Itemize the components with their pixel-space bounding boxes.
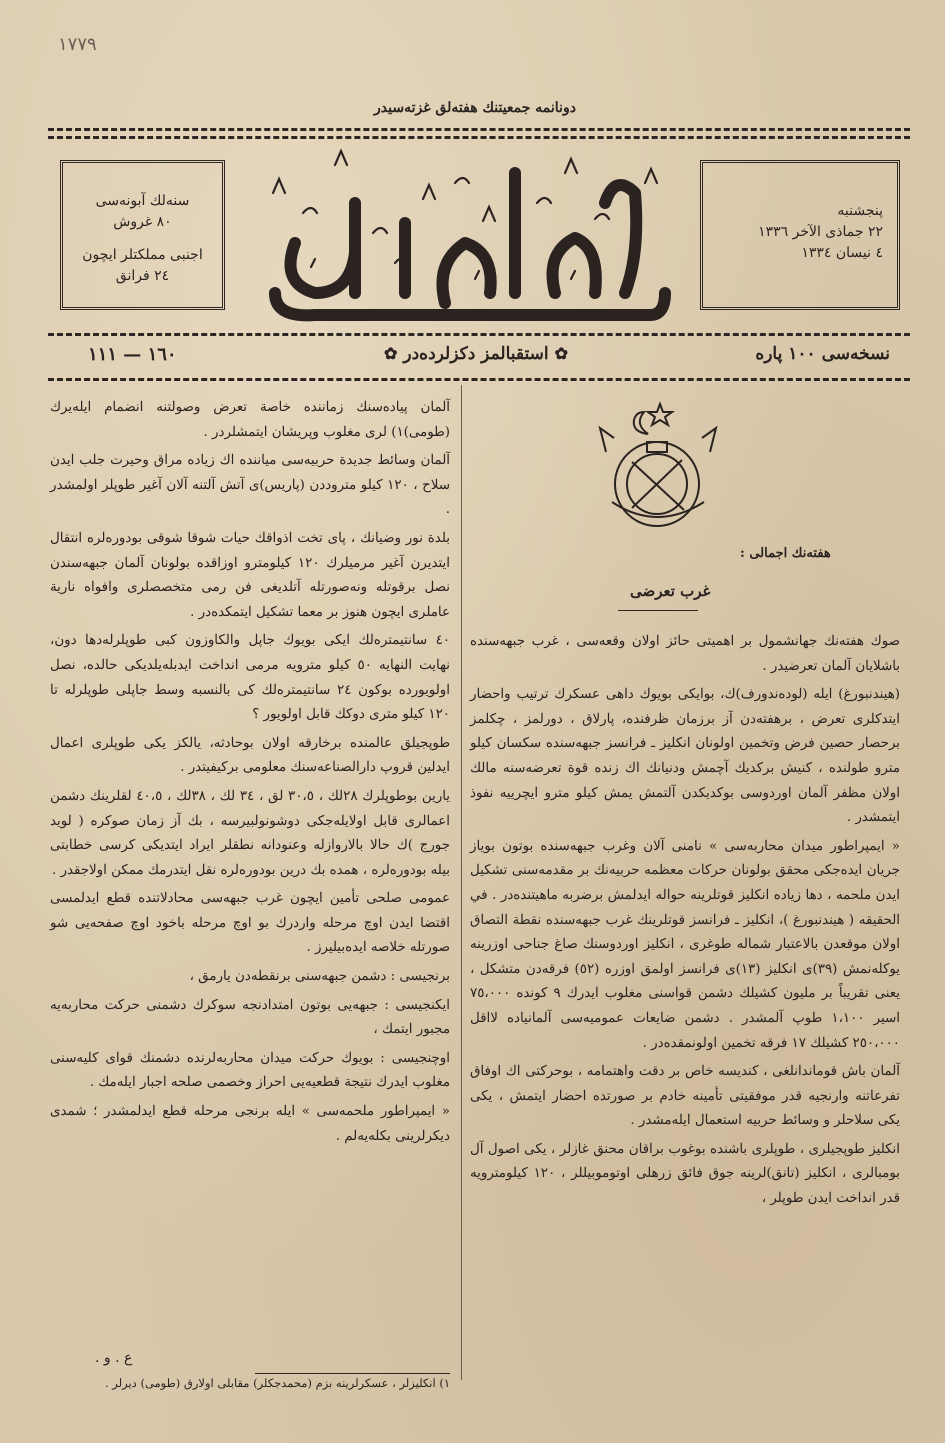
- column-divider: [461, 385, 462, 1380]
- date-box: [700, 160, 900, 310]
- motto: [378, 344, 574, 364]
- issue-price: نسخەسى ١٠٠ پارە: [755, 344, 890, 364]
- article-title: غرب تعرضى: [630, 582, 711, 600]
- subscription-price: ٨٠ غروش: [113, 214, 172, 230]
- info-bar: [48, 340, 910, 376]
- paragraph: برنجيسى : دشمن جبهەسنى برنقطەدن يارمق ،: [189, 969, 450, 985]
- author-signature: ع . و .: [95, 1350, 133, 1366]
- paragraph: (هيندنبورغ) ايلە (لودەندورف)ك، بوايكى بويوك داهى عسكرك ترتيب واحضار ايتدكلرى تعرض ، برهفتەدن آز برزمان ظرفندە، پارلاق ، دورلمز ، چكلمز برحصار حصين فرض وتخمين اولونان انكليز ـ فرانسز جبهەسندە سكسان كيلو مترو طولندە ، كنيش بركديك آچمش ودنيانك اك زندە قوة تعرضەسنە مالك اولان مظفر آلمان اوردوسى بوكديكدن آلتمش يمش كيلو مترو ايچرييە نفوذ ايتمشدر .: [470, 687, 901, 826]
- foreign-price: ٢٤ فرانق: [115, 268, 170, 284]
- motto-text: استقبالمز دكزلردەدر: [403, 344, 549, 364]
- navy-emblem-icon: [592, 392, 742, 552]
- subscription-label: سنەلك آبونەسى: [95, 193, 190, 209]
- paragraph: ايكنجيسى : جبهەيى بوتون امتدادنجە سوكرك دشمنى حركت محاربەيە مجبور ايتمك ،: [50, 997, 450, 1038]
- top-dashed-rule-2: [48, 136, 910, 139]
- flower-ornament-icon: ✿: [554, 344, 568, 363]
- foreign-label: اجنبى مملكتلر ايچون: [82, 247, 203, 263]
- archive-number: ١٧٧٩: [58, 34, 97, 55]
- paragraph: طوپجيلق عالمندە برخارقە اولان بوحادثە، يالكز يكى طوپلرى اعمال ايدلين قروپ دارالصناعەسنك معلومى بركيفيتدر .: [50, 735, 450, 776]
- paragraph: آلمان باش قوماندانلغى ، كنديسە خاص بر دقت واهتمامە ، بوحركتى اك اوفاق تفرعاتنە وارنجيە قدر موفقيتى تأمينە خادم بر صورتدە احضار ايتمش ، يكى يكى سلاحلر و وسائط حربيە استعمال ايلەمشدر .: [470, 1064, 900, 1129]
- hijri-date: ٢٢ جماذى الآخر ١٣٣٦: [758, 224, 883, 240]
- paragraph: آلمان پيادەسنك زماننده خاصة تعرض وصولتنە انضمام ايلەيرك (طومى)١) لرى مغلوب وپريشان ايتمشلردر .: [50, 400, 450, 440]
- rumi-date: ٤ نيسان ١٣٣٤: [801, 245, 883, 261]
- masthead-calligraphy-logo: [255, 143, 680, 328]
- paragraph: صوك هفتەنك جهانشمول بر اهميتى حائز اولان وقعەسى ، غرب جبهەسندە باشلايان آلمان تعرضيدر .: [470, 634, 900, 674]
- top-dashed-rule: [48, 128, 910, 131]
- title-underline: [618, 610, 698, 611]
- right-column: [470, 630, 900, 1216]
- paragraph: « ايمپراطور ميدان محاربەسى » نامنى آلان وغرب جبهەسندە بوتون بوياز جريان ايدەجكى محقق بولونان حركات معظمە حربيەنك بر مقدمەسنى تشكيل ايدن ملحمە ، دها زيادە انكليز قوتلرينە حوالە ايدلمش برضربە ماهيتندەدر . في الحقيقە ( هيندنبورغ )، انكليز ـ فرانسز قوتلرينك غرب جبهەسندە نقطة التصاق اولان موقعدن بالاعتبار شمالە طوغرى ، انكليز اوردوسنك صاغ جناحى اوزرينە يوكلەنمش (٣٩)ى انكليز (١٣)ى فرانسز اولمق اوزرە (٥٢) فرقەدن متشكل ، يعنى تقريباً بر مليون كشيلك دشمن قواسنى مغلوب ايدرك ٩ كونده ٧٥،٠٠٠ اسير ١،١٠٠ طوپ آلمشدر . دشمن ضايعات عموميەسى آلمانيادە لااقل ٢٥٠،٠٠٠ كشيلك ١٧ فرقە تخمين اولونمقدەدر .: [470, 838, 900, 1051]
- section-heading: هفتەنك اجمالى :: [740, 546, 831, 561]
- masthead-title: دونانمە: [465, 263, 469, 264]
- paragraph: يارين بوطوپلرك ٢٨لك ، ٣٠،٥ لق ، ٣٤ لك ، ٣٨لك ، ٤٠،٥ لقلرينك دشمن اعمالرى قابل اولايلەجكى دوشونولبيرسە ، بك آز زمان صوكرە ( لويد جورج )ك حالا بالاروازلە وعنودانە نطقلر ايراد ايتديكى كرسى خطابتى بيلە بودورەلرە ، همدە بك درين بودورەلرە نقل ايتدرمك ممكن اولاجقدر .: [50, 788, 451, 878]
- paragraph: بلدة نور وضيانك ، پاى تخت اذواقك حيات شوقا شوقى بودورەلرە انتقال ايتديرن آغير مرميلرك ١٢٠ كيلومترو اوزاقدە بولونان آلمان جبهەسندن نصل برقوتلە ونەصورتلە آتلديغى فن رمى متخصصلرى وافواه نارية عاملرى ايچون هنوز بر معما تشكيل ايتمكدەدر .: [50, 530, 450, 620]
- paragraph: « ايمپراطور ملحمەسى » ايلە برنجى مرحلە قطع ايدلمشدر ؛ شمدى ديكرلرينى بكلەيەلم .: [50, 1104, 450, 1144]
- weekday: پنجشنبە: [837, 203, 883, 219]
- infobar-bottom-rule: [48, 378, 910, 381]
- paragraph: ٤٠ سانتيمترەلك ايكى بويوك جاپل والكاوزون كبى طوپلرلەدها دون، نهايت النهايە ٥٠ كيلو مترويە مرمى انداخت ايدبلەيلديكى حالدە، نصل اولويوردە بوكون ٢٤ سانتيمترەلك كى بالنسبە وسط جاپلى طوپلرلە تا ١٢٠ كيلو مترى دوكك قابل اولويور ؟: [50, 633, 450, 723]
- subscription-box: [60, 160, 225, 310]
- newspaper-subtitle: دونانمە جمعيتنك هفتەلق غزتەسيدر: [374, 100, 576, 116]
- paragraph: انكليز طوپجيلرى ، طوپلرى باشندە بوغوب براقان محنق غازلر ، يكى اصول آل بومبالرى ، انكليز (تانق)لرينە جوق فائق زرهلى اوتوموبيللر ، ١٢٠ كيلومترويە قدر انداخت ايدن طوپلر ،: [470, 1141, 901, 1207]
- paragraph: آلمان وسائط جديدة حربيەسى ميانندە اك زيادە مراق وحيرت جلب ايدن سلاح ، ١٢٠ كيلو متروددن (پاريس)ى آتش آلتنە آلان آغير طوپلر اولمشدر .: [50, 453, 450, 518]
- paragraph: عمومى صلحى تأمين ايچون غرب جبهەسى محادلاتندە قطع ايدلمسى اقتضا ايدن اوچ مرحلە واردرك بو اوچ مرحلە باخود اوچ صفحەيى شو صورتلە خلاصە ايدەبيليرز .: [50, 891, 450, 956]
- footnote-rule: [255, 1373, 450, 1374]
- left-column: [50, 396, 450, 1153]
- masthead-bottom-rule: [48, 333, 910, 336]
- paragraph: اوچنجيسى : بويوك حركت ميدان محاربەلرندە دشمنك قواى كليەسنى مغلوب ايدرك نتيجة قطعيەيى احراز وخصمى صلحە اجبار ايلەمك .: [50, 1050, 450, 1091]
- issue-number: ١٦٠ — ١١١: [88, 344, 177, 365]
- footnote: ١) انكليزلر ، عسكرلرينە بزم (محمدجكلر) مقابلى اولارق (طومى) ديرلر .: [104, 1376, 450, 1390]
- flower-ornament-icon: ✿: [384, 344, 398, 363]
